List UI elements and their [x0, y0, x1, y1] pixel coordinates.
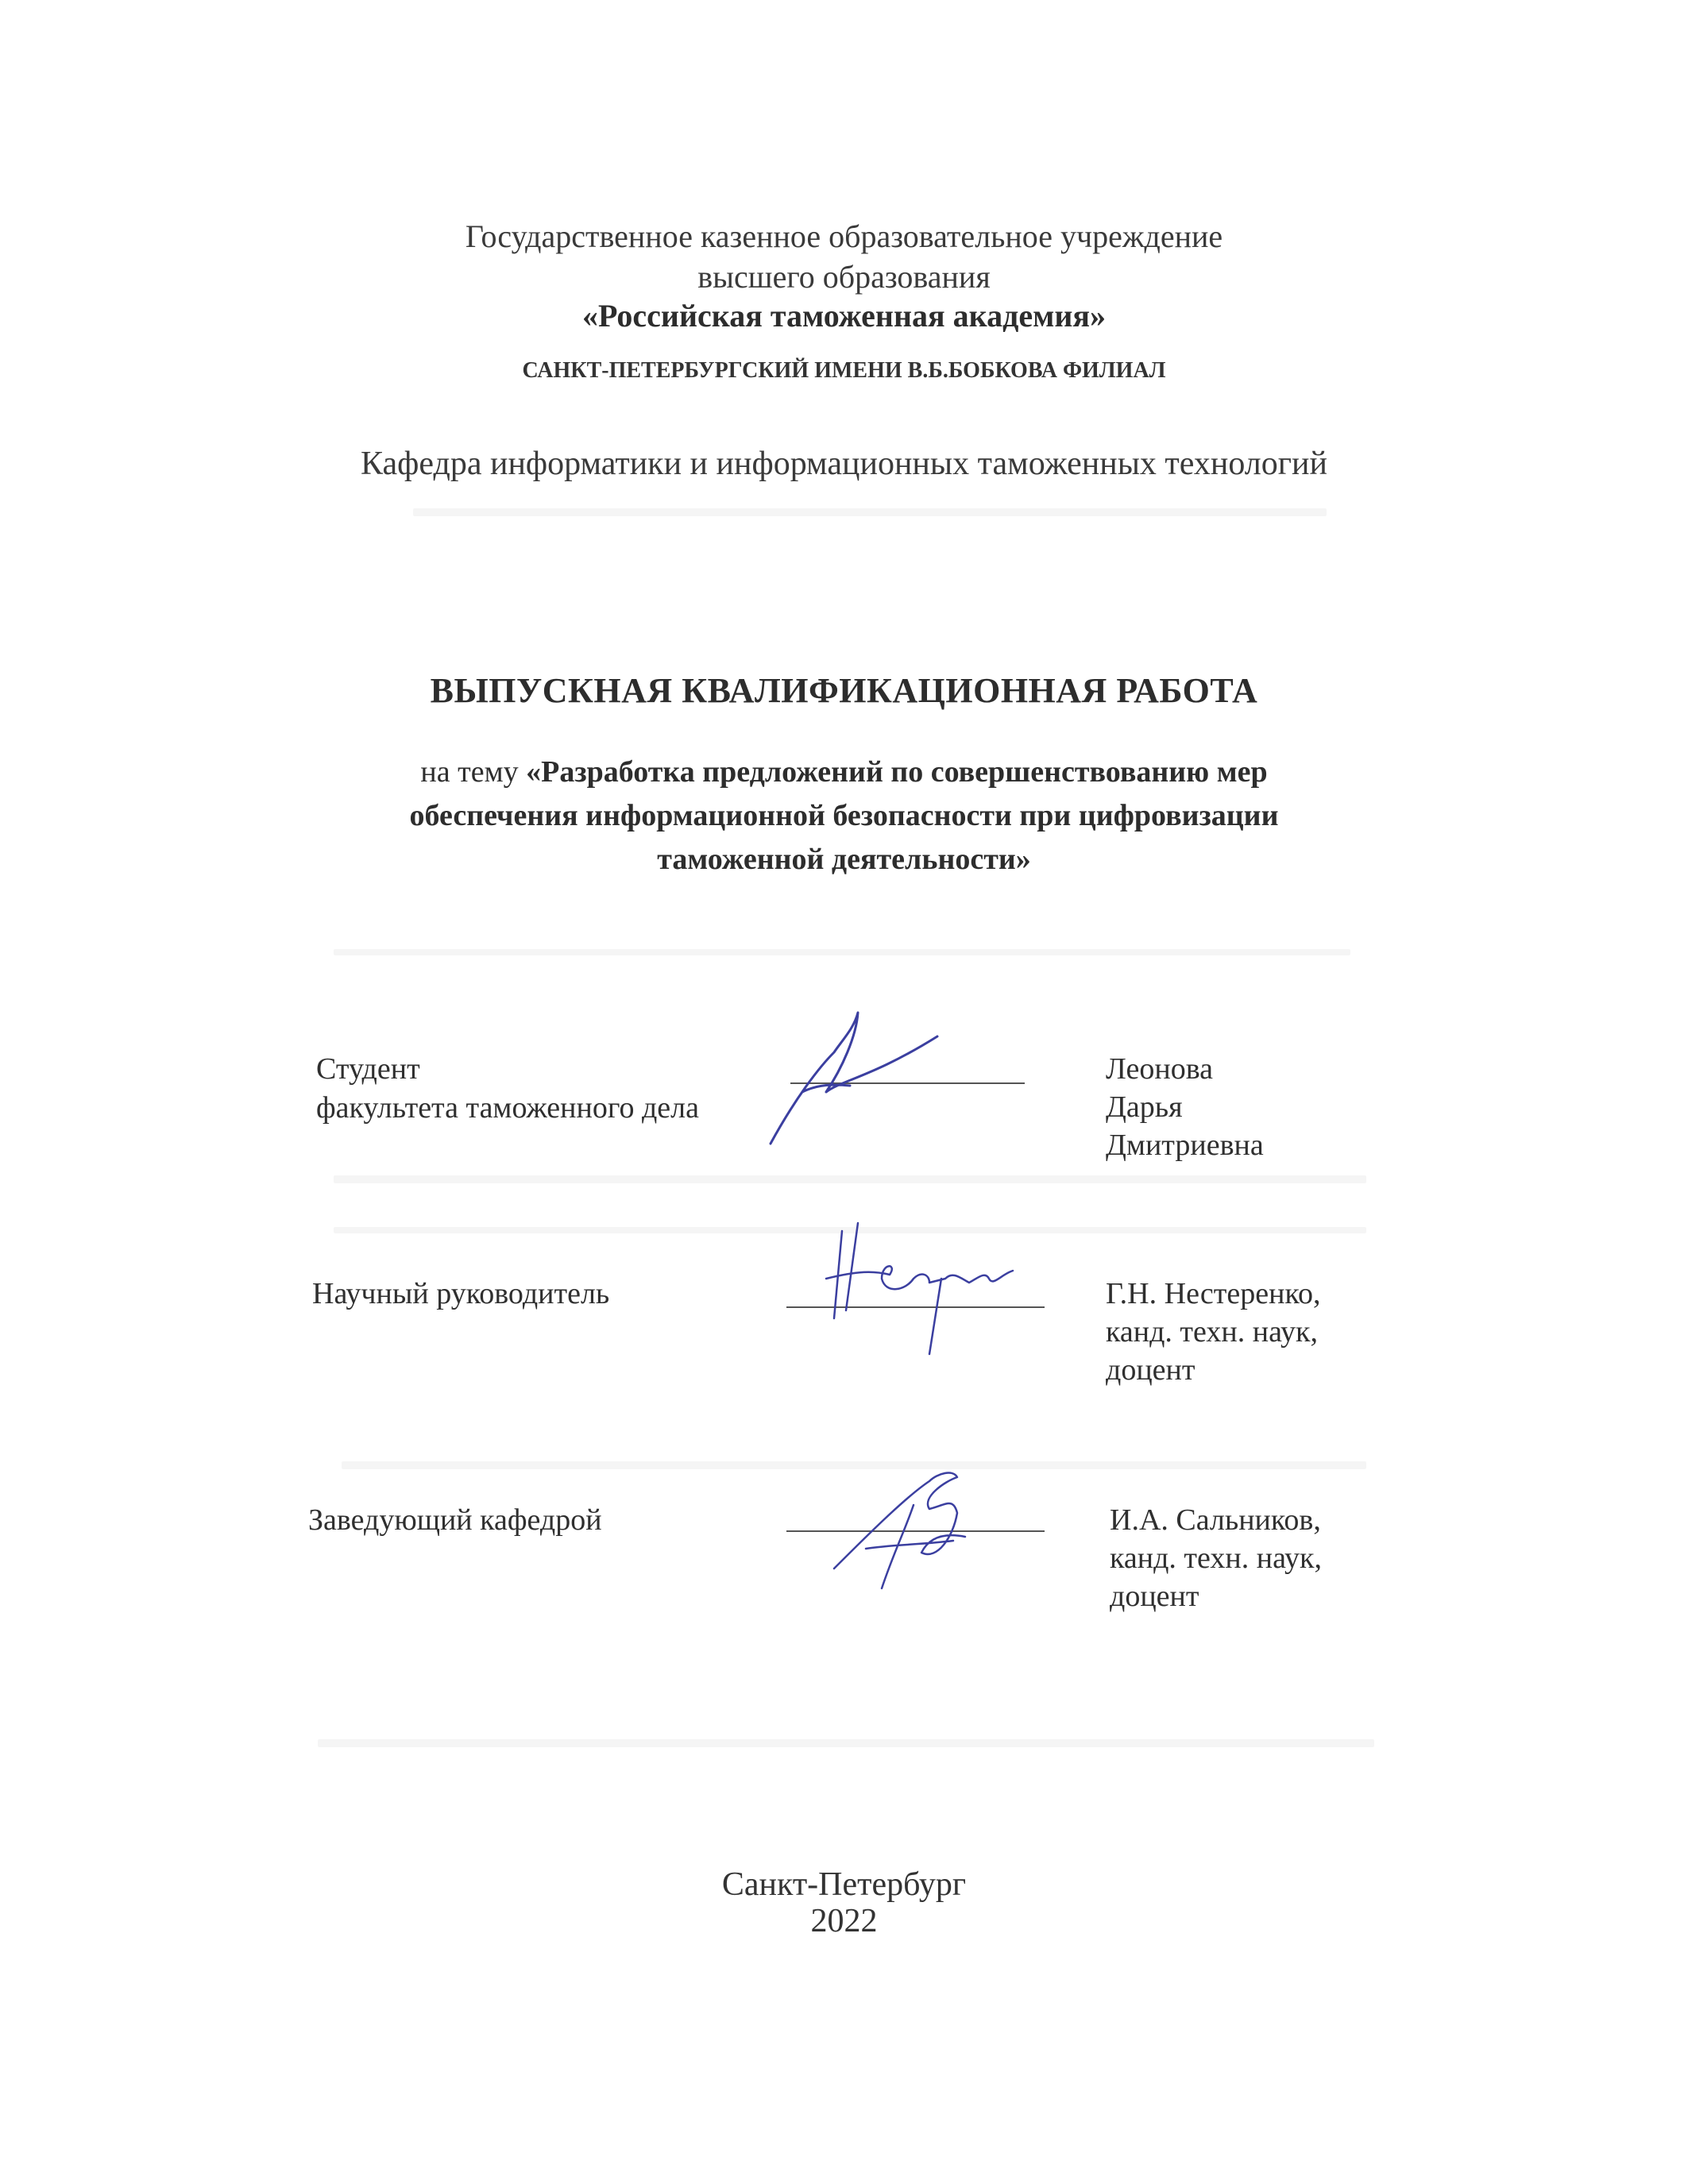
work-type-title: ВЫПУСКНАЯ КВАЛИФИКАЦИОННАЯ РАБОТА — [430, 671, 1258, 710]
supervisor-role: Научный руководитель — [312, 1277, 610, 1310]
head-name-line2: канд. техн. наук, — [1110, 1542, 1322, 1575]
topic-line3: таможенной деятельности» — [657, 843, 1031, 876]
supervisor-name-line3: доцент — [1106, 1353, 1196, 1387]
student-name — [1106, 1050, 1264, 1164]
head-role: Заведующий кафедрой — [308, 1503, 602, 1537]
year: 2022 — [810, 1903, 878, 1939]
institution-line2: высшего образования — [697, 259, 991, 295]
scan-artifact — [334, 949, 1350, 955]
topic-prefix: на тему — [420, 755, 527, 789]
topic-line1: «Разработка предложений по совершенствованию мер — [526, 755, 1268, 789]
student-signature — [763, 1005, 985, 1163]
thesis-topic — [334, 751, 1354, 882]
head-name-line3: доцент — [1110, 1580, 1199, 1613]
department-name: Кафедра информатики и информационных таможенных технологий — [361, 446, 1327, 482]
scan-artifact — [318, 1739, 1374, 1747]
supervisor-name — [1106, 1275, 1320, 1389]
student-name-line3: Дмитриевна — [1106, 1129, 1264, 1162]
student-role-line2: факультета таможенного дела — [316, 1091, 699, 1125]
supervisor-name-line1: Г.Н. Нестеренко, — [1106, 1277, 1321, 1310]
student-name-line2: Дарья — [1106, 1090, 1183, 1124]
scan-artifact — [334, 1175, 1366, 1183]
institution-line1: Государственное казенное образовательное учреждение — [465, 218, 1223, 254]
supervisor-signature — [810, 1215, 1049, 1374]
head-signature — [818, 1449, 1009, 1608]
head-name-line1: И.А. Сальников, — [1110, 1503, 1321, 1537]
branch-name: САНКТ-ПЕТЕРБУРГСКИЙ ИМЕНИ В.Б.БОБКОВА ФИЛИАЛ — [522, 358, 1166, 383]
academy-name: «Российская таможенная академия» — [581, 298, 1107, 334]
scan-artifact — [413, 508, 1327, 516]
head-name — [1110, 1501, 1322, 1615]
student-role-line1: Студент — [316, 1052, 420, 1086]
supervisor-name-line2: канд. техн. наук, — [1106, 1315, 1318, 1349]
student-name-line1: Леонова — [1106, 1052, 1214, 1086]
student-role — [316, 1050, 699, 1128]
topic-line2: обеспечения информационной безопасности при цифровизации — [409, 799, 1279, 832]
city: Санкт-Петербург — [721, 1866, 967, 1903]
